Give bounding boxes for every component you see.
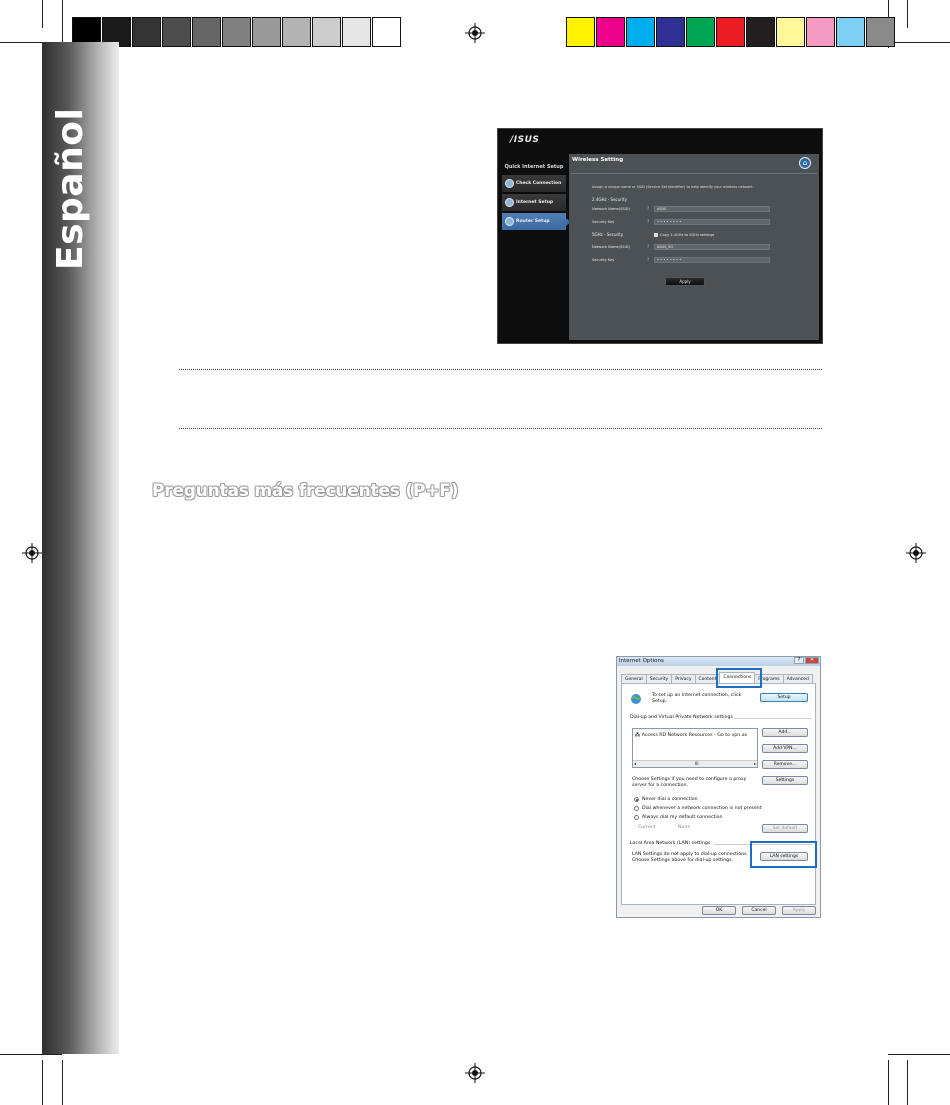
cancel-button[interactable]: Cancel [742,906,776,915]
current-value: None [678,825,691,830]
color-swatch [656,17,685,47]
step-icon [505,217,514,226]
color-swatch [596,17,625,47]
gray-swatch [342,17,371,47]
crop-mark [888,1060,889,1105]
nav-item-router-setup[interactable]: Router Setup [502,213,566,230]
color-swatch [776,17,805,47]
scroll-left-icon[interactable]: ◂ [634,761,637,766]
apply-button[interactable]: Apply [665,277,705,286]
scroll-thumb[interactable]: III [695,761,699,766]
proxy-text: server for a connection. [632,783,688,788]
connections-list[interactable] [632,728,758,768]
globe-icon [630,693,642,705]
dialup-group-header: Dial-up and Virtual Private Network settings [630,715,733,720]
color-swatch [746,17,775,47]
registration-mark-icon [906,543,926,563]
label-network-name-5: Network Name(SSID) [592,245,630,249]
color-swatch [716,17,745,47]
help-icon: ? [647,206,650,211]
gray-swatch [312,17,341,47]
divider [571,173,817,174]
lan-text: LAN Settings do not apply to dial-up connections. [632,852,749,857]
scroll-right-icon[interactable]: ▸ [753,761,756,766]
gray-swatch [192,17,221,47]
settings-button[interactable]: Settings [762,776,808,785]
list-item[interactable]: 🖧 Access RD Network Resources - Go to vpn.as [635,733,748,738]
label-security-key-24: Security Key [592,220,615,224]
copy-settings-label: Copy 2.4GHz to 5GHz settings [660,233,715,237]
color-swatch [566,17,595,47]
label-network-name-24: Network Name(SSID) [592,207,630,211]
setup-text: To set up an Internet connection, click [652,693,742,698]
faq-heading: Preguntas más frecuentes (P+F) [152,481,459,501]
router-nav-header: Quick Internet Setup [504,164,564,170]
nav-item-internet-setup[interactable]: Internet Setup [502,194,566,211]
ok-button[interactable]: OK [702,906,736,915]
router-setup-screenshot [497,128,823,344]
lan-settings-button[interactable]: LAN settings [760,852,808,861]
language-label: Español [50,107,91,270]
internet-options-screenshot [616,656,821,918]
help-icon: ? [647,219,650,224]
tab-advanced[interactable]: Advanced [783,674,813,684]
setup-text: Setup. [652,699,668,704]
registration-mark-icon [465,23,485,43]
step-icon [505,198,514,207]
radio-always-dial-label: Always dial my default connection [642,815,723,820]
tab-programs[interactable]: Programs [754,674,783,684]
key-5-input[interactable]: • • • • • • • • [654,257,770,263]
crop-mark [62,1060,63,1105]
current-label: Current [638,825,656,830]
setup-button[interactable]: Setup [760,693,808,702]
ssid-description: Assign a unique name or SSID (Service Set Identifier) to help identify your wireless network. [592,185,754,189]
crop-mark [42,0,43,28]
connections-tab-highlight [716,668,762,688]
note-divider-bottom [179,428,822,429]
key-24-input[interactable]: • • • • • • • • [654,219,770,225]
step-icon [505,179,514,188]
lan-settings-highlight [750,841,817,868]
registration-mark-icon [22,543,42,563]
proxy-text: Choose Settings if you need to configure a proxy [632,777,747,782]
section-5ghz: 5GHz - Security [592,232,624,237]
radio-always-dial[interactable] [634,815,639,820]
radio-dial-whenever-label: Dial whenever a network connection is not present [642,806,762,811]
panel-title: Wireless Setting [572,157,624,163]
radio-never-dial-label: Never dial a connection [642,797,698,802]
router-nav [502,159,566,232]
crop-mark [888,42,950,43]
crop-mark [42,1060,43,1105]
crop-mark [62,0,63,48]
add-button[interactable]: Add... [762,728,808,737]
help-icon: ? [647,257,650,262]
tab-connections[interactable]: Connections [719,672,755,684]
asus-logo: /ISUS [510,135,540,145]
add-vpn-button[interactable]: Add VPN... [762,744,808,753]
copy-settings-checkbox[interactable] [654,233,658,237]
gray-swatch [132,17,161,47]
crop-mark [0,1054,62,1055]
color-swatch [866,17,895,47]
window-title: Internet Options [619,658,664,664]
color-swatch [626,17,655,47]
apply-button[interactable]: Apply [782,906,816,915]
tab-privacy[interactable]: Privacy [671,674,695,684]
tab-general[interactable]: General [621,674,647,684]
nav-item-check-connection[interactable]: Check Connection [502,175,566,192]
ssid-24-input[interactable]: ASUS [654,206,770,212]
gray-swatch [282,17,311,47]
remove-button[interactable]: Remove... [762,760,808,769]
gray-scale-bar [72,17,402,47]
title-bar [617,657,820,666]
lan-text: Choose Settings above for dial-up settings. [632,858,734,863]
group-line [734,718,812,719]
color-control-bar [566,17,896,47]
help-icon: ? [647,244,650,249]
window-controls [793,657,819,664]
home-icon[interactable]: ⌂ [799,157,811,169]
crop-mark [907,1060,908,1105]
network-icon: 🖧 [635,733,641,738]
set-default-button[interactable]: Set default [762,824,808,833]
gray-swatch [252,17,281,47]
ssid-5-input[interactable]: ASUS_5G [654,244,770,250]
color-swatch [806,17,835,47]
color-swatch [836,17,865,47]
gray-swatch [372,17,401,47]
wireless-setting-panel [569,154,819,340]
horizontal-scrollbar[interactable] [633,760,757,767]
label-security-key-5: Security Key [592,258,615,262]
gray-swatch [222,17,251,47]
registration-mark-icon [465,1063,485,1083]
radio-never-dial[interactable] [634,797,639,802]
help-icon[interactable]: ? [794,657,804,664]
close-icon[interactable]: ✕ [805,657,819,664]
note-divider-top [179,369,822,370]
tab-security[interactable]: Security [646,674,672,684]
section-24ghz: 2.4GHz - Security [592,197,627,202]
crop-mark [888,1054,950,1055]
crop-mark [907,0,908,28]
tab-content[interactable]: Content [695,674,721,684]
color-swatch [686,17,715,47]
connections-tab-body [621,683,816,905]
gray-swatch [162,17,191,47]
radio-dial-whenever[interactable] [634,806,639,811]
lan-group-header: Local Area Network (LAN) settings [630,841,711,846]
